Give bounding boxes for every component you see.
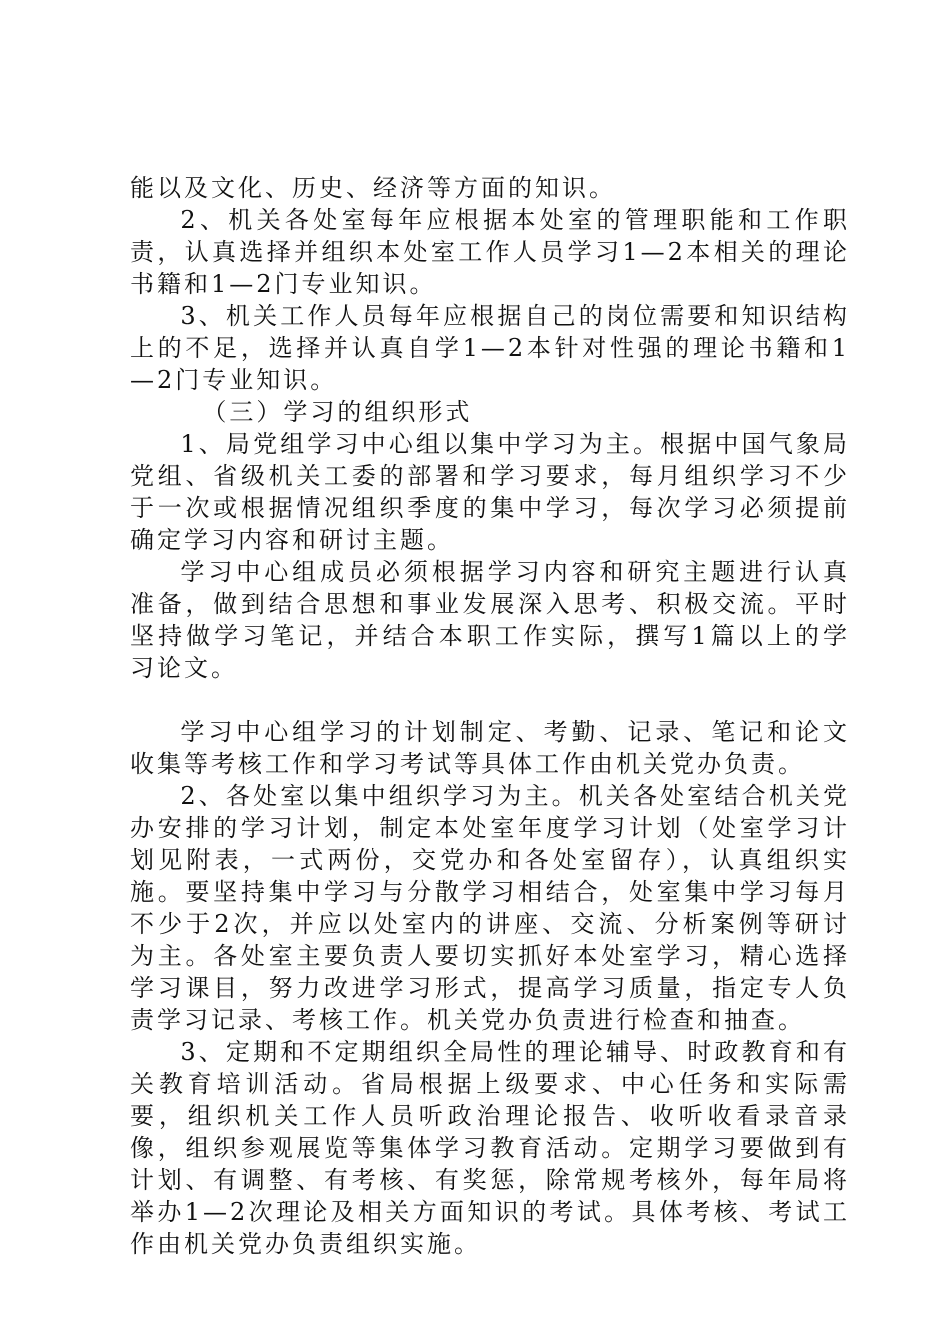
- document-body: [130, 172, 850, 1260]
- section-heading-organization-form: （三）学习的组织形式: [202, 398, 473, 426]
- paragraph-spacer: [130, 684, 850, 716]
- paragraph-continuation: 能以及文化、历史、经济等方面的知识。: [130, 174, 616, 202]
- paragraph-central-group-admin: 学习中心组学习的计划制定、考勤、记录、笔记和论文收集等考核工作和学习考试等具体工作由机关党办负责。: [130, 718, 850, 778]
- paragraph-central-group-members: 学习中心组成员必须根据学习内容和研究主题进行认真准备，做到结合思想和事业发展深入思考、积极交流。平时坚持做学习笔记，并结合本职工作实际，撰写1篇以上的学习论文。: [130, 558, 850, 682]
- paragraph-item-1-central-group: 1、局党组学习中心组以集中学习为主。根据中国气象局党组、省级机关工委的部署和学习要求，每月组织学习不少于一次或根据情况组织季度的集中学习，每次学习必须提前确定学习内容和研讨主题。: [130, 430, 850, 554]
- paragraph-item-2-office-collective: 2、各处室以集中组织学习为主。机关各处室结合机关党办安排的学习计划，制定本处室年度学习计划（处室学习计划见附表，一式两份，交党办和各处室留存），认真组织实施。要坚持集中学习与分散学习相结合，处室集中学习每月不少于2次，并应以处室内的讲座、交流、分析案例等研讨为主。各处室主要负责人要切实抓好本处室学习，精心选择学习课目，努力改进学习形式，提高学习质量，指定专人负责学习记录、考核工作。机关党办负责进行检查和抽查。: [130, 782, 850, 1034]
- paragraph-item-3-bureau-wide: 3、定期和不定期组织全局性的理论辅导、时政教育和有关教育培训活动。省局根据上级要求、中心任务和实际需要，组织机关工作人员听政治理论报告、收听收看录音录像，组织参观展览等集体学习教育活动。定期学习要做到有计划、有调整、有考核、有奖惩，除常规考核外，每年局将举办1—2次理论及相关方面知识的考试。具体考核、考试工作由机关党办负责组织实施。: [130, 1038, 850, 1258]
- paragraph-item-3-self-study: 3、机关工作人员每年应根据自己的岗位需要和知识结构上的不足，选择并认真自学1—2本针对性强的理论书籍和1—2门专业知识。: [130, 302, 850, 394]
- paragraph-item-2-office-study: 2、机关各处室每年应根据本处室的管理职能和工作职责，认真选择并组织本处室工作人员学习1—2本相关的理论书籍和1—2门专业知识。: [130, 206, 850, 298]
